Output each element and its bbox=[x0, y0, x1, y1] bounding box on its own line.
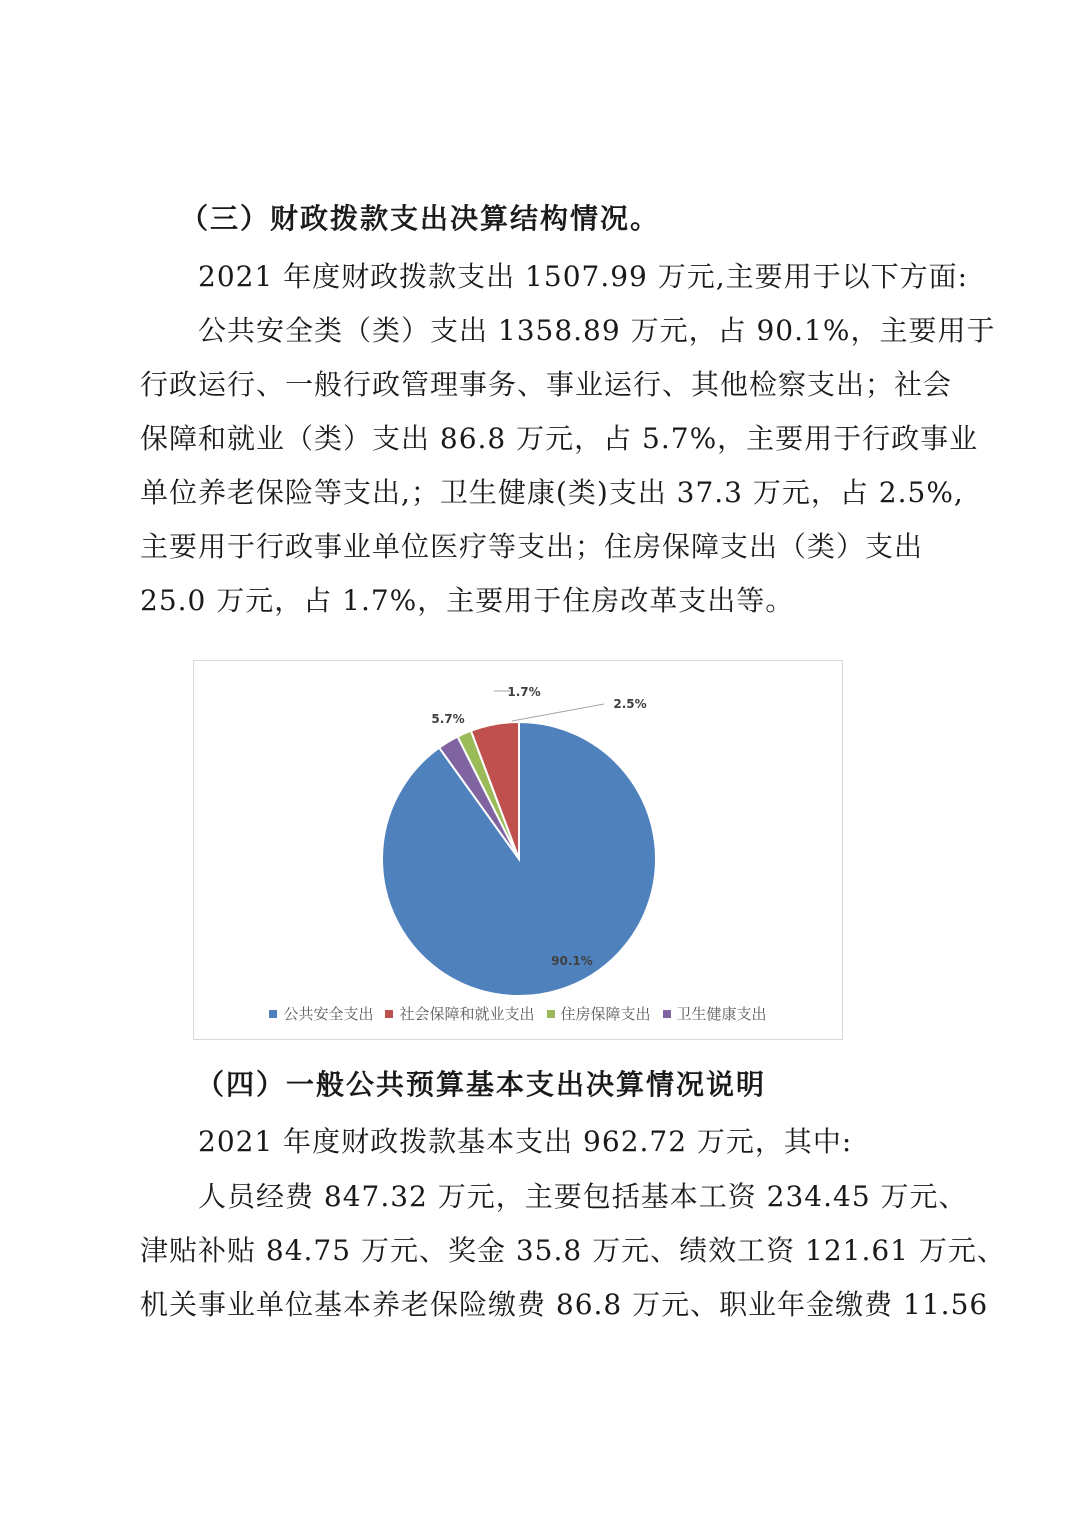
data-label-2: 1.7% bbox=[507, 685, 541, 699]
section-3-line-3: 行政运行、一般行政管理事务、事业运行、其他检察支出；社会 bbox=[140, 368, 953, 401]
legend-swatch-3 bbox=[663, 1010, 671, 1018]
section-4-heading: （四）一般公共预算基本支出决算情况说明 bbox=[196, 1068, 767, 1101]
data-label-1: 5.7% bbox=[431, 712, 465, 726]
legend-swatch-2 bbox=[547, 1010, 555, 1018]
section-4-line-2: 人员经费 847.32 万元，主要包括基本工资 234.45 万元、 bbox=[198, 1180, 968, 1213]
section-3-line-4: 保障和就业（类）支出 86.8 万元，占 5.7%，主要用于行政事业 bbox=[140, 422, 979, 455]
section-4-line-3: 津贴补贴 84.75 万元、奖金 35.8 万元、绩效工资 121.61 万元、 bbox=[140, 1234, 1006, 1267]
legend-item-3 bbox=[663, 1003, 767, 1024]
section-3-heading: （三）财政拨款支出决算结构情况。 bbox=[180, 202, 661, 235]
section-4-line-1: 2021 年度财政拨款基本支出 962.72 万元，其中: bbox=[198, 1125, 853, 1158]
chart-legend bbox=[194, 1003, 842, 1024]
section-4-line-4: 机关事业单位基本养老保险缴费 86.8 万元、职业年金缴费 11.56 bbox=[140, 1288, 989, 1321]
legend-label-3: 卫生健康支出 bbox=[676, 1005, 767, 1023]
legend-swatch-0 bbox=[269, 1010, 277, 1018]
pie-chart-svg bbox=[194, 661, 844, 1001]
section-3-line-1: 2021 年度财政拨款支出 1507.99 万元,主要用于以下方面: bbox=[198, 260, 969, 293]
legend-item-0 bbox=[269, 1003, 373, 1024]
section-3-line-2: 公共安全类（类）支出 1358.89 万元，占 90.1%，主要用于 bbox=[198, 314, 996, 347]
legend-label-1: 社会保障和就业支出 bbox=[399, 1005, 535, 1023]
legend-swatch-1 bbox=[385, 1010, 393, 1018]
leader-line-3 bbox=[512, 704, 604, 721]
legend-label-2: 住房保障支出 bbox=[560, 1005, 651, 1023]
data-label-3: 2.5% bbox=[613, 697, 647, 711]
expenditure-pie-chart bbox=[193, 660, 843, 1040]
legend-item-2 bbox=[547, 1003, 651, 1024]
section-3-line-7: 25.0 万元，占 1.7%，主要用于住房改革支出等。 bbox=[140, 584, 795, 617]
section-3-line-6: 主要用于行政事业单位医疗等支出；住房保障支出（类）支出 bbox=[140, 530, 924, 563]
legend-item-1 bbox=[385, 1003, 534, 1024]
data-label-0: 90.1% bbox=[551, 954, 593, 968]
section-3-line-5: 单位养老保险等支出,；卫生健康(类)支出 37.3 万元，占 2.5%, bbox=[140, 476, 964, 509]
legend-label-0: 公共安全支出 bbox=[283, 1005, 374, 1023]
